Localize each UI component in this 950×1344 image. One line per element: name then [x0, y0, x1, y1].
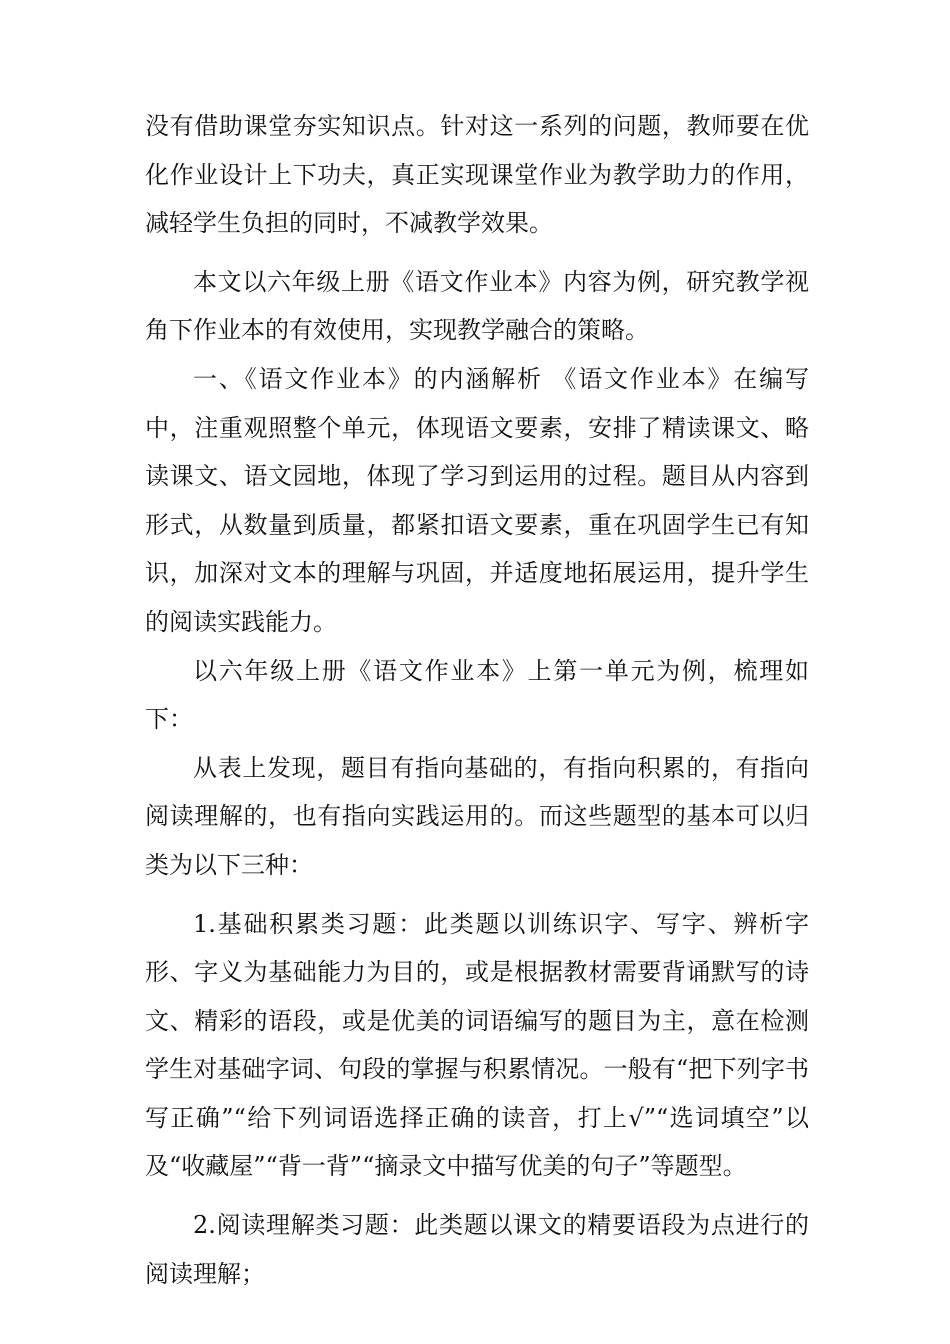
- document-body: [145, 102, 809, 1298]
- paragraph-gap: [145, 1191, 809, 1201]
- paragraph-section-one: 一、《语文作业本》的内涵解析 《语文作业本》在编写中，注重观照整个单元，体现语文要素，安排了精读课文、略读课文、语文园地，体现了学习到运用的过程。题目从内容到形式，从数量到质量，都紧扣语文要素，重在巩固学生已有知识，加深对文本的理解与巩固，并适度地拓展运用，提升学生的阅读实践能力。: [145, 364, 809, 636]
- paragraph-item-2: 2.阅读理解类习题：此类题以课文的精要语段为点进行的阅读理解；: [145, 1211, 809, 1288]
- paragraph-findings: 从表上发现，题目有指向基础的，有指向积累的，有指向阅读理解的，也有指向实践运用的。而这些题型的基本可以归类为以下三种：: [145, 753, 809, 879]
- paragraph-item-1: 1.基础积累类习题：此类题以训练识字、写字、辨析字形、字义为基础能力为目的，或是根据教材需要背诵默写的诗文、精彩的语段，或是优美的词语编写的题目为主，意在检测学生对基础字词、句段的掌握与积累情况。一般有“把下列字书写正确”“给下列词语选择正确的读音，打上√”“选词填空”以及“收藏屋”“背一背”“摘录文中描写优美的句子”等题型。: [145, 909, 809, 1181]
- paragraph-gap: [145, 890, 809, 900]
- paragraph-intro: 本文以六年级上册《语文作业本》内容为例，研究教学视角下作业本的有效使用，实现教学融合的策略。: [145, 267, 809, 345]
- paragraph-example: 以六年级上册《语文作业本》上第一单元为例，梳理如下：: [145, 656, 809, 734]
- paragraph-gap: [145, 248, 809, 258]
- paragraph-continuation: 没有借助课堂夯实知识点。针对这一系列的问题，教师要在优化作业设计上下功夫，真正实现课堂作业为教学助力的作用，减轻学生负担的同时，不减教学效果。: [145, 112, 809, 238]
